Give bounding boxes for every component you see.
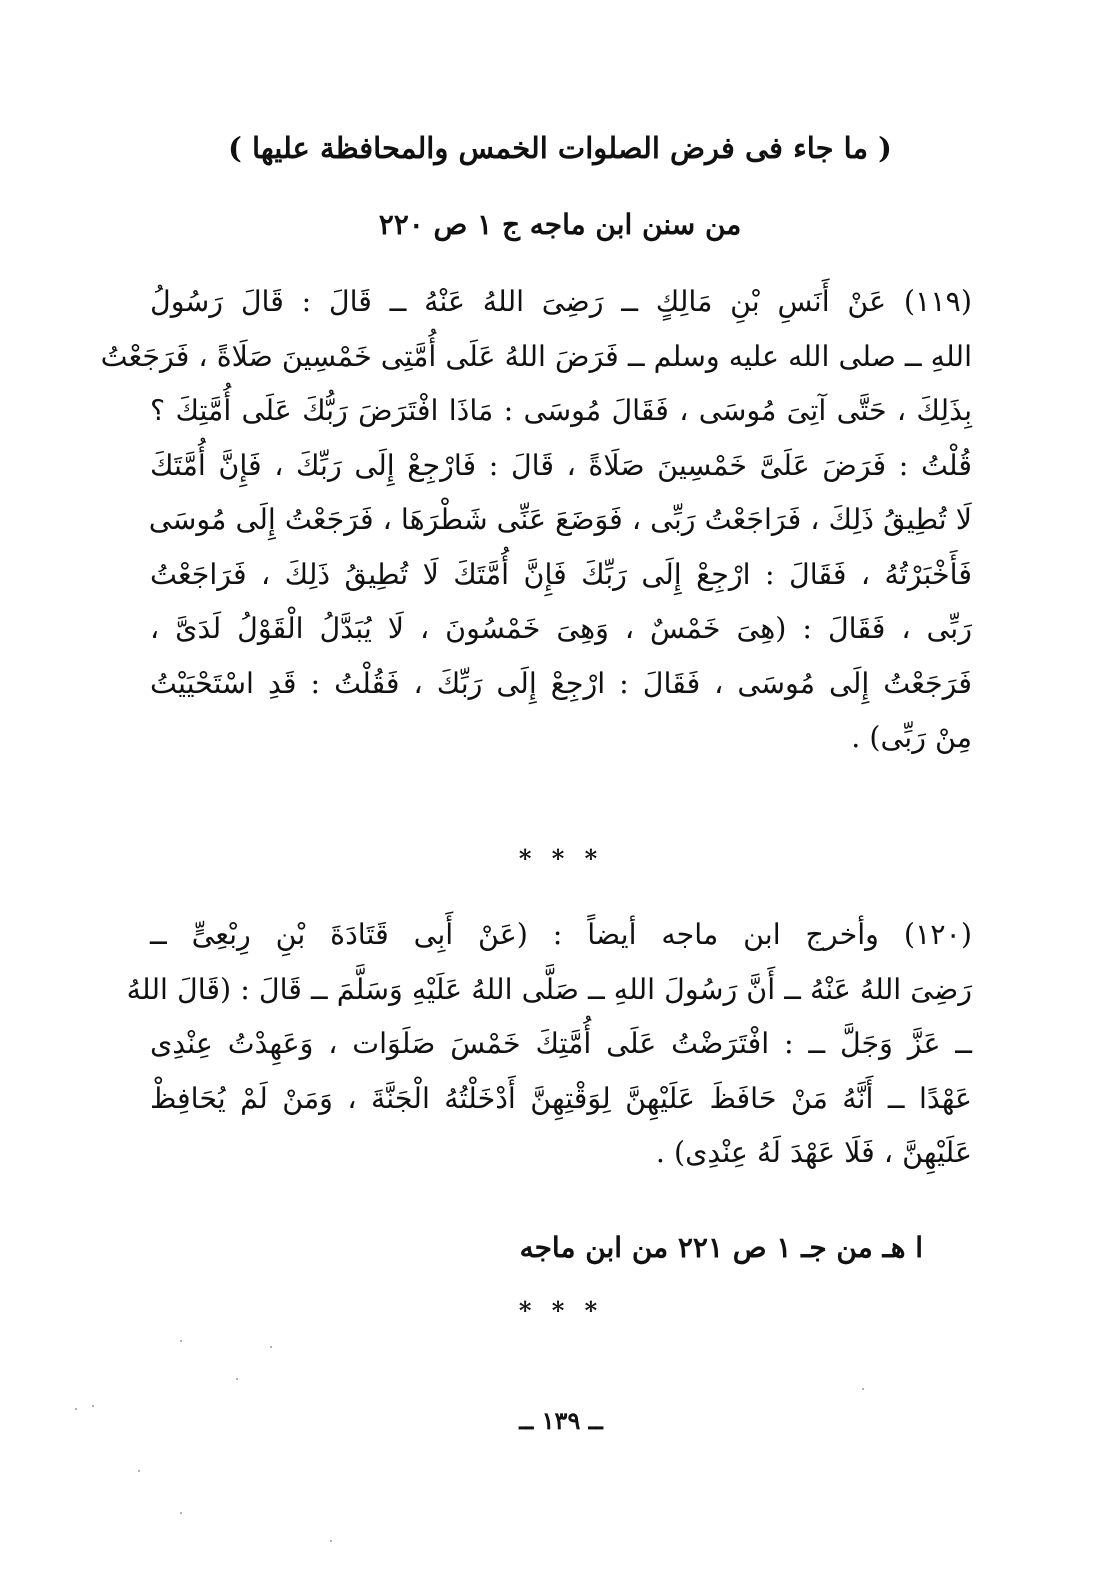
text-line: بِذَلِكَ ، حَتَّى آتِىَ مُوسَى ، فَقَالَ مُوسَى : مَاذَا افْتَرَضَ رَبُّكَ عَلَى أُمَّتِكَ ؟: [150, 394, 972, 427]
text-line: عَلَيْهِنَّ ، فَلَا عَهْدَ لَهُ عِنْدِى) .: [655, 1136, 972, 1169]
hadith-119-paragraph: [100, 275, 972, 766]
scan-speck: [92, 1405, 94, 1407]
text-line: مِنْ رَبِّى) .: [851, 721, 972, 754]
scan-speck: [236, 1378, 238, 1380]
text-line: رَبِّى ، فَقَالَ : (هِىَ خَمْسٌ ، وَهِىَ خَمْسُونَ ، لَا يُبَدَّلُ الْقَوْلُ لَدَىَّ ،: [150, 612, 972, 645]
text-line: لَا تُطِيقُ ذَلِكَ ، فَرَاجَعْتُ رَبِّى ، فَوَضَعَ عَنِّى شَطْرَهَا ، فَرَجَعْتُ إِلَى مُوسَى: [148, 503, 972, 536]
text-line: عَهْدًا ــ أَنَّهُ مَنْ حَافَظَ عَلَيْهِنَّ لِوَقْتِهِنَّ أَدْخَلْتُهُ الْجَنَّةَ ، وَمَنْ لَمْ يُحَافِظْ: [150, 1081, 972, 1115]
text-line: اللهِ ــ صلى الله عليه وسلم ــ فَرَضَ اللهُ عَلَى أُمَّتِى خَمْسِينَ صَلَاةً ، فَرَجَعْتُ: [100, 339, 972, 373]
scan-speck: [75, 1408, 77, 1410]
text-line: ــ عَزَّ وَجَلَّ ــ : افْتَرَضْتُ عَلَى أُمَّتِكَ خَمْسَ صَلَوَات ، وَعَهِدْتُ عِنْدِى: [150, 1027, 972, 1060]
scan-speck: [180, 1340, 182, 1342]
text-line: (١١٩) عَنْ أَنَسِ بْنِ مَالِكٍ ــ رَضِىَ اللهُ عَنْهُ ــ قَالَ : قَالَ رَسُولُ: [150, 285, 972, 318]
text-line: فَأَخْبَرْتُهُ ، فَقَالَ : ارْجِعْ إِلَى رَبِّكَ فَإِنَّ أُمَّتَكَ لَا تُطِيقُ ذَلِكَ ، فَرَاجَعْتُ: [150, 557, 972, 591]
text-line: فَرَجَعْتُ إِلَى مُوسَى ، فَقَالَ : ارْجِعْ إِلَى رَبِّكَ ، فَقُلْتُ : قَدِ اسْتَحْيَيْتُ: [150, 666, 972, 700]
scan-speck: [330, 1540, 332, 1542]
scan-speck: [862, 1388, 864, 1390]
end-note: ا هـ من جـ ١ ص ٢٢١ من ابن ماجه: [519, 1231, 923, 1264]
scan-speck: [138, 1470, 140, 1472]
text-line: رَضِىَ اللهُ عَنْهُ ــ أَنَّ رَسُولَ اللهِ ــ صَلَّى اللهُ عَلَيْهِ وَسَلَّمَ ــ قَالَ : (قَالَ اللهُ: [126, 972, 972, 1006]
page-number: ــ ١٣٩ ــ: [519, 1406, 603, 1435]
text-line: قُلْتُ : فَرَضَ عَلَىَّ خَمْسِينَ صَلَاةً ، قَالَ : فَارْجِعْ إِلَى رَبِّكَ ، فَإِنَّ أُمَّتَكَ: [150, 448, 972, 482]
chapter-title: ( ما جاء فى فرض الصلوات الخمس والمحافظة عليها ): [228, 131, 892, 165]
source-reference: من سنن ابن ماجه ج ١ ص ٢٢٠: [378, 208, 742, 241]
section-separator: * * *: [518, 844, 604, 873]
section-separator: * * *: [518, 1296, 604, 1325]
scan-speck: [180, 1512, 182, 1514]
hadith-120-paragraph: [126, 908, 972, 1181]
scan-speck: [270, 1346, 272, 1348]
text-line: (١٢٠) وأخرج ابن ماجه أيضاً : (عَنْ أَبِى قَتَادَةَ بْنِ رِبْعِىٍّ ــ: [150, 918, 972, 951]
